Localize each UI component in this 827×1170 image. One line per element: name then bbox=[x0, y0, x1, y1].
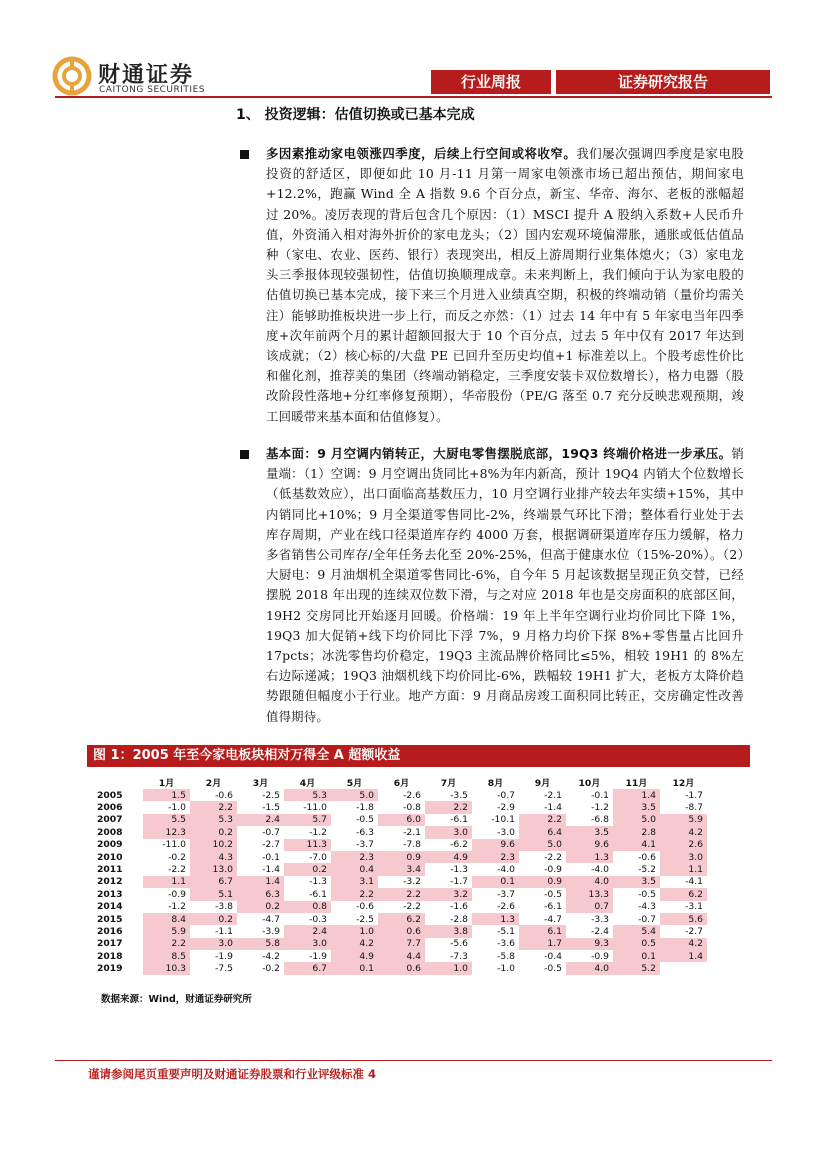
heatmap-cell: -1.0 bbox=[168, 802, 186, 814]
heatmap-cell: 1.0 bbox=[331, 925, 378, 937]
heatmap-cell: -2.7 bbox=[685, 925, 703, 937]
heatmap-cell: -6.1 bbox=[450, 814, 468, 826]
heatmap-cell: -0.4 bbox=[544, 950, 562, 962]
heatmap-cell: -1.6 bbox=[450, 901, 468, 913]
heatmap-month-label: 8月 bbox=[487, 778, 504, 789]
heatmap-cell: -3.6 bbox=[497, 938, 515, 950]
header-divider bbox=[55, 96, 772, 98]
heatmap-cell: 1.4 bbox=[237, 876, 284, 888]
heatmap-row bbox=[95, 851, 707, 863]
heatmap-cell: -3.2 bbox=[403, 876, 421, 888]
heatmap-row bbox=[95, 925, 707, 937]
heatmap-row bbox=[95, 876, 707, 888]
heatmap-cell: -5.6 bbox=[450, 938, 468, 950]
paragraph-body: 销量端：（1）空调：9 月空调出货同比+8%为年内新高，预计 19Q4 内销大个位数增长（低基数效应），出口面临高基数压力，10 月空调行业排产较去年实绩+15%，其中内销同比+10%；9 月全渠道零售同比-2%，终端景气环比下滑；整体看行业处于去库存周期，产业在线口径渠道库存约 4000 万套，根据调研渠道库存压力缓解，格力多省销售公司库存/全年任务去化至 20%-25%，但高于健康水位（15%-20%）。（2）大厨电：9 月油烟机全渠道零售同比-6%，自今年 5 月起该数据呈现正负交替，已经摆脱 2018 年出现的连续双位数下滑，与之对应 2018 年也是交房面积的底部区间，19H2 交房同比开始逐月回暖。价格端：19 年上半年空调行业均价同比下降 1%，19Q3 加大促销+线下均价同比下浮 7%，9 月格力均价下探 8%+零售量占比回升 17pcts；冰洗零售均价稳定，19Q3 主流品牌价格同比≤5%，相较 19H1 的 8%左右边际递减；19Q3 油烟机线下均价同比-6%，跌幅较 19H1 扩大，老板方太降价趋势跟随但幅度小于行业。地产方面：9 月商品房竣工面积同比转正，交房确定性改善值得期待。 bbox=[266, 446, 744, 724]
heatmap-cell: -1.2 bbox=[309, 826, 327, 838]
heatmap-row bbox=[95, 863, 707, 875]
heatmap-cell: -2.1 bbox=[544, 789, 562, 801]
heatmap-cell: 5.0 bbox=[613, 814, 660, 826]
footer-divider bbox=[55, 1060, 772, 1061]
heatmap-cell: -3.5 bbox=[450, 789, 468, 801]
heatmap-cell: -0.7 bbox=[262, 826, 280, 838]
heatmap-header-row bbox=[95, 775, 707, 789]
heatmap-row bbox=[95, 950, 707, 962]
heatmap-cell: -10.1 bbox=[491, 814, 515, 826]
heatmap-cell: -7.3 bbox=[450, 950, 468, 962]
heatmap-cell: 0.8 bbox=[284, 901, 331, 913]
heatmap-cell: 3.2 bbox=[425, 888, 472, 900]
heatmap-row bbox=[95, 962, 707, 974]
heatmap-row bbox=[95, 839, 707, 851]
brand-name-en: CAITONG SECURITIES bbox=[99, 85, 205, 95]
heatmap-month-label: 5月 bbox=[346, 778, 363, 789]
heatmap-cell: 6.2 bbox=[660, 888, 707, 900]
heatmap-cell: 4.2 bbox=[660, 826, 707, 838]
heatmap-cell: -1.3 bbox=[309, 876, 327, 888]
heatmap-cell: -1.4 bbox=[262, 864, 280, 876]
heatmap-cell: -5.1 bbox=[497, 925, 515, 937]
footer-disclaimer: 谨请参阅尾页重要声明及财通证券股票和行业评级标准 4 bbox=[88, 1067, 377, 1081]
heatmap-cell: 5.3 bbox=[190, 814, 237, 826]
heatmap-cell: -1.2 bbox=[591, 802, 609, 814]
heatmap-cell: 1.5 bbox=[143, 789, 190, 801]
heatmap-year-label: 2019 bbox=[97, 963, 123, 975]
heatmap-cell: 4.0 bbox=[566, 962, 613, 974]
heatmap-cell: 5.0 bbox=[331, 789, 378, 801]
heatmap-corner bbox=[95, 775, 143, 789]
heatmap-cell: -0.9 bbox=[544, 864, 562, 876]
header-tab-weekly: 行业周报 bbox=[431, 70, 551, 94]
bullet-square-icon bbox=[240, 150, 249, 159]
heatmap-cell: 6.2 bbox=[378, 913, 425, 925]
header-tab-report: 证券研究报告 bbox=[556, 70, 770, 94]
heatmap-cell: -6.1 bbox=[544, 901, 562, 913]
heatmap-year-label: 2005 bbox=[97, 789, 123, 801]
heatmap-cell: 9.3 bbox=[566, 938, 613, 950]
bullet-square-icon bbox=[240, 450, 249, 459]
heatmap-cell: 6.3 bbox=[237, 888, 284, 900]
heatmap-cell: -4.7 bbox=[262, 913, 280, 925]
heatmap-cell: -3.0 bbox=[497, 826, 515, 838]
heatmap-cell: -1.9 bbox=[309, 950, 327, 962]
heatmap-row bbox=[95, 938, 707, 950]
heatmap-cell: -3.1 bbox=[685, 901, 703, 913]
heatmap-cell: -11.0 bbox=[162, 839, 186, 851]
heatmap-cell: -1.4 bbox=[544, 802, 562, 814]
heatmap-year-label: 2007 bbox=[97, 814, 123, 826]
heatmap-year-label: 2016 bbox=[97, 925, 123, 937]
heatmap-cell: 0.7 bbox=[566, 901, 613, 913]
heatmap-cell: -5.2 bbox=[638, 864, 656, 876]
heatmap-cell: 5.9 bbox=[143, 925, 190, 937]
heatmap-cell: -0.7 bbox=[497, 789, 515, 801]
heatmap-cell: -2.5 bbox=[356, 913, 374, 925]
paragraph-lead: 基本面：9 月空调内销转正，大厨电零售摆脱底部，19Q3 终端价格进一步承压。 bbox=[266, 446, 732, 461]
heatmap-cell: 3.0 bbox=[284, 938, 331, 950]
heatmap-cell: 5.3 bbox=[284, 789, 331, 801]
heatmap-cell: -1.7 bbox=[450, 876, 468, 888]
heatmap-row bbox=[95, 913, 707, 925]
heatmap-cell: 6.7 bbox=[190, 876, 237, 888]
heatmap-cell: -0.5 bbox=[638, 888, 656, 900]
heatmap-body bbox=[95, 789, 707, 975]
heatmap-cell: 5.6 bbox=[660, 913, 707, 925]
heatmap-cell: -2.5 bbox=[262, 789, 280, 801]
heatmap-cell: 11.3 bbox=[284, 839, 331, 851]
heatmap-year-label: 2012 bbox=[97, 876, 123, 888]
heatmap-cell: 6.0 bbox=[378, 814, 425, 826]
figure-title: 图 1：2005 年至今家电板块相对万得全 A 超额收益 bbox=[87, 745, 750, 767]
heatmap-cell: 6.7 bbox=[284, 962, 331, 974]
heatmap-cell: -3.3 bbox=[591, 913, 609, 925]
heatmap-cell: 2.4 bbox=[284, 925, 331, 937]
heatmap-cell: 0.6 bbox=[378, 962, 425, 974]
heatmap-cell: 4.9 bbox=[331, 950, 378, 962]
heatmap-cell: 3.8 bbox=[425, 925, 472, 937]
heatmap-cell: 0.9 bbox=[519, 876, 566, 888]
heatmap-cell: 1.4 bbox=[613, 789, 660, 801]
heatmap-year-label: 2013 bbox=[97, 888, 123, 900]
heatmap-cell: -2.2 bbox=[403, 901, 421, 913]
heatmap-cell: -2.8 bbox=[450, 913, 468, 925]
heatmap-cell: 2.3 bbox=[331, 851, 378, 863]
heatmap-cell bbox=[660, 962, 707, 974]
heatmap-cell: -0.6 bbox=[356, 901, 374, 913]
caitong-logo-icon bbox=[52, 56, 92, 96]
heatmap-cell: -1.2 bbox=[168, 901, 186, 913]
heatmap-cell: -0.9 bbox=[591, 950, 609, 962]
heatmap-row bbox=[95, 789, 707, 801]
heatmap-cell: 3.5 bbox=[566, 826, 613, 838]
heatmap-cell: 0.1 bbox=[613, 950, 660, 962]
figure-source: 数据来源：Wind，财通证券研究所 bbox=[101, 994, 252, 1005]
heatmap-cell: 10.2 bbox=[190, 839, 237, 851]
heatmap-cell: 4.1 bbox=[613, 839, 660, 851]
heatmap-cell: -1.7 bbox=[685, 789, 703, 801]
heatmap-cell: -6.3 bbox=[356, 826, 374, 838]
heatmap-cell: 10.3 bbox=[143, 962, 190, 974]
paragraph-fundamentals bbox=[266, 444, 744, 727]
heatmap-cell: -1.8 bbox=[356, 802, 374, 814]
heatmap-cell: 0.2 bbox=[190, 826, 237, 838]
heatmap-cell: -0.5 bbox=[544, 888, 562, 900]
heatmap-cell: 5.2 bbox=[613, 962, 660, 974]
heatmap-cell: -1.3 bbox=[450, 864, 468, 876]
heatmap-cell: 4.9 bbox=[425, 851, 472, 863]
heatmap-cell: 4.2 bbox=[660, 938, 707, 950]
heatmap-cell: -1.0 bbox=[497, 963, 515, 975]
heatmap-month-label: 11月 bbox=[625, 778, 648, 789]
heatmap-cell: -2.7 bbox=[262, 839, 280, 851]
heatmap-cell: 0.1 bbox=[472, 876, 519, 888]
heatmap-cell: 2.2 bbox=[425, 801, 472, 813]
heatmap-month-label: 4月 bbox=[299, 778, 316, 789]
heatmap-month-label: 3月 bbox=[252, 778, 269, 789]
heatmap-cell: -0.2 bbox=[262, 963, 280, 975]
heatmap-cell: 0.2 bbox=[284, 863, 331, 875]
heatmap-cell: -0.9 bbox=[168, 888, 186, 900]
heatmap-cell: -3.7 bbox=[497, 888, 515, 900]
heatmap-cell: -7.8 bbox=[403, 839, 421, 851]
heatmap-cell: -0.6 bbox=[215, 789, 233, 801]
heatmap-cell: -4.1 bbox=[685, 876, 703, 888]
heatmap-cell: 5.0 bbox=[519, 839, 566, 851]
heatmap-cell: 1.3 bbox=[472, 913, 519, 925]
heatmap-month-label: 7月 bbox=[440, 778, 457, 789]
heatmap-cell: -11.0 bbox=[303, 802, 327, 814]
heatmap-cell: 13.3 bbox=[566, 888, 613, 900]
heatmap-cell: 6.4 bbox=[519, 826, 566, 838]
heatmap-cell: 0.5 bbox=[613, 938, 660, 950]
heatmap-month-label: 1月 bbox=[158, 778, 175, 789]
heatmap-cell: 0.2 bbox=[190, 913, 237, 925]
heatmap-cell: -1.9 bbox=[215, 950, 233, 962]
heatmap-cell: -0.7 bbox=[638, 913, 656, 925]
heatmap-cell: -2.6 bbox=[403, 789, 421, 801]
heatmap-cell: -4.3 bbox=[638, 901, 656, 913]
heatmap-cell: -4.0 bbox=[591, 864, 609, 876]
heatmap-cell: 8.5 bbox=[143, 950, 190, 962]
heatmap-cell: 0.1 bbox=[331, 962, 378, 974]
heatmap-cell: 4.3 bbox=[190, 851, 237, 863]
heatmap-row bbox=[95, 826, 707, 838]
heatmap-cell: 1.0 bbox=[425, 962, 472, 974]
heatmap-year-label: 2009 bbox=[97, 839, 123, 851]
heatmap-cell: 4.4 bbox=[378, 950, 425, 962]
heatmap-month-label: 10月 bbox=[578, 778, 601, 789]
heatmap-cell: 8.4 bbox=[143, 913, 190, 925]
heatmap-cell: -0.8 bbox=[403, 802, 421, 814]
heatmap-cell: -2.4 bbox=[591, 925, 609, 937]
excess-return-heatmap bbox=[95, 775, 707, 975]
heatmap-cell: -2.2 bbox=[168, 864, 186, 876]
heatmap-cell: 5.4 bbox=[613, 925, 660, 937]
heatmap-cell: -0.1 bbox=[262, 851, 280, 863]
heatmap-year-label: 2015 bbox=[97, 913, 123, 925]
heatmap-cell: 1.1 bbox=[143, 876, 190, 888]
heatmap-cell: -6.1 bbox=[309, 888, 327, 900]
heatmap-year-label: 2014 bbox=[97, 901, 123, 913]
section-title: 1、 投资逻辑：估值切换或已基本完成 bbox=[236, 107, 475, 123]
heatmap-cell: 4.0 bbox=[566, 876, 613, 888]
heatmap-cell: -4.2 bbox=[262, 950, 280, 962]
heatmap-month-label: 12月 bbox=[672, 778, 695, 789]
heatmap-cell: 3.0 bbox=[425, 826, 472, 838]
heatmap-cell: 2.2 bbox=[378, 888, 425, 900]
heatmap-cell: 2.2 bbox=[331, 888, 378, 900]
heatmap-cell: -6.2 bbox=[450, 839, 468, 851]
heatmap-cell: 0.9 bbox=[378, 851, 425, 863]
heatmap-cell: 0.2 bbox=[237, 901, 284, 913]
heatmap-cell: -1.5 bbox=[262, 802, 280, 814]
paragraph-body: 我们屡次强调四季度是家电股投资的舒适区，即便如此 10 月-11 月第一周家电领涨市场已超出预估，期间家电+12.2%，跑赢 Wind 全 A 指数 9.6 个百分点，新宝、华帝、海尔、老板的涨幅超过 20%。凌厉表现的背后包含几个原因：（1）MSCI 提升 A 股纳入系数+人民币升值，外资涌入相对海外折价的家电龙头；（2）国内宏观环境偏滞胀，通胀或低估值品种（家电、农业、医药、银行）表现突出，相反上游周期行业集体熄火；（3）家电龙头三季报体现较强韧性，估值切换顺理成章。未来判断上，我们倾向于认为家电股的估值切换已基本完成，接下来三个月进入业绩真空期，积极的终端动销（量价均需关注）能够助推板块进一步上行，而反之亦然：（1）过去 14 年中有 5 年家电当年四季度+次年前两个月的累计超额回报大于 10 个百分点，过去 5 年中仅有 2017 年达到该成就；（2）核心标的/大盘 PE 已回升至历史均值+1 标准差以上。个股考虑性价比和催化剂，推荐美的集团（终端动销稳定，三季度安装卡双位数增长），格力电器（股改阶段性落地+分红率修复预期），华帝股份（PE/G 落至 0.7 充分反映悲观预期，竣工回暖带来基本面和估值修复）。 bbox=[266, 146, 744, 424]
heatmap-cell: -0.2 bbox=[168, 851, 186, 863]
heatmap-cell: 9.6 bbox=[566, 839, 613, 851]
heatmap-cell: 5.5 bbox=[143, 814, 190, 826]
heatmap-cell: 3.4 bbox=[378, 863, 425, 875]
heatmap-cell: 6.1 bbox=[519, 925, 566, 937]
heatmap-cell: 4.2 bbox=[331, 938, 378, 950]
heatmap-cell: 5.9 bbox=[660, 814, 707, 826]
heatmap-year-label: 2006 bbox=[97, 802, 123, 814]
heatmap-cell: 9.6 bbox=[472, 839, 519, 851]
heatmap-cell: -2.1 bbox=[403, 826, 421, 838]
heatmap-cell: 5.7 bbox=[284, 814, 331, 826]
heatmap-cell: -2.2 bbox=[544, 851, 562, 863]
heatmap-year-label: 2011 bbox=[97, 864, 123, 876]
heatmap-cell: -1.1 bbox=[215, 925, 233, 937]
heatmap-cell: 3.0 bbox=[190, 938, 237, 950]
heatmap-cell: 3.5 bbox=[613, 801, 660, 813]
heatmap-cell: 1.7 bbox=[519, 938, 566, 950]
heatmap-cell: 5.8 bbox=[237, 938, 284, 950]
heatmap-cell: -6.8 bbox=[591, 814, 609, 826]
heatmap-cell: 0.6 bbox=[378, 925, 425, 937]
heatmap-year-label: 2018 bbox=[97, 950, 123, 962]
heatmap-month-label: 9月 bbox=[534, 778, 551, 789]
heatmap-cell: 2.2 bbox=[190, 801, 237, 813]
heatmap-cell: -3.9 bbox=[262, 925, 280, 937]
heatmap-cell: -5.8 bbox=[497, 950, 515, 962]
brand-name-cn: 财通证券 bbox=[98, 63, 195, 88]
heatmap-cell: 3.5 bbox=[613, 876, 660, 888]
heatmap-cell: -2.6 bbox=[497, 901, 515, 913]
heatmap-month-label: 2月 bbox=[205, 778, 222, 789]
heatmap-cell: -0.6 bbox=[638, 851, 656, 863]
heatmap-cell: 1.3 bbox=[566, 851, 613, 863]
heatmap-cell: 2.6 bbox=[660, 839, 707, 851]
company-logo bbox=[52, 52, 232, 102]
heatmap-row bbox=[95, 901, 707, 913]
heatmap-cell: -7.5 bbox=[215, 963, 233, 975]
heatmap-row bbox=[95, 814, 707, 826]
heatmap-cell: -3.7 bbox=[356, 839, 374, 851]
heatmap-cell: -7.0 bbox=[309, 851, 327, 863]
heatmap-cell: 2.2 bbox=[519, 814, 566, 826]
heatmap-cell: -0.5 bbox=[544, 963, 562, 975]
heatmap-cell: 1.1 bbox=[660, 863, 707, 875]
heatmap-cell: -2.9 bbox=[497, 802, 515, 814]
heatmap-cell: 3.1 bbox=[331, 876, 378, 888]
heatmap-year-label: 2008 bbox=[97, 826, 123, 838]
heatmap-month-label: 6月 bbox=[393, 778, 410, 789]
heatmap-cell: 2.2 bbox=[143, 938, 190, 950]
paragraph-lead: 多因素推动家电领涨四季度，后续上行空间或将收窄。 bbox=[266, 146, 577, 161]
heatmap-cell: -4.0 bbox=[497, 864, 515, 876]
heatmap-cell: 1.4 bbox=[660, 950, 707, 962]
heatmap-cell: 2.4 bbox=[237, 814, 284, 826]
heatmap-cell: -4.7 bbox=[544, 913, 562, 925]
heatmap-cell: 13.0 bbox=[190, 863, 237, 875]
heatmap-cell: 7.7 bbox=[378, 938, 425, 950]
heatmap-cell: 2.3 bbox=[472, 851, 519, 863]
heatmap-cell: 3.0 bbox=[660, 851, 707, 863]
heatmap-cell: -0.5 bbox=[356, 814, 374, 826]
heatmap-cell: 12.3 bbox=[143, 826, 190, 838]
heatmap-cell: -0.3 bbox=[309, 913, 327, 925]
paragraph-investment-logic bbox=[266, 144, 744, 427]
heatmap-row bbox=[95, 888, 707, 900]
heatmap-row bbox=[95, 801, 707, 813]
heatmap-cell: 5.1 bbox=[190, 888, 237, 900]
heatmap-cell: 0.4 bbox=[331, 863, 378, 875]
heatmap-year-label: 2017 bbox=[97, 938, 123, 950]
heatmap-cell: -8.7 bbox=[685, 802, 703, 814]
heatmap-cell: 2.8 bbox=[613, 826, 660, 838]
heatmap-cell: -0.1 bbox=[591, 789, 609, 801]
heatmap-cell: -3.8 bbox=[215, 901, 233, 913]
heatmap-year-label: 2010 bbox=[97, 851, 123, 863]
